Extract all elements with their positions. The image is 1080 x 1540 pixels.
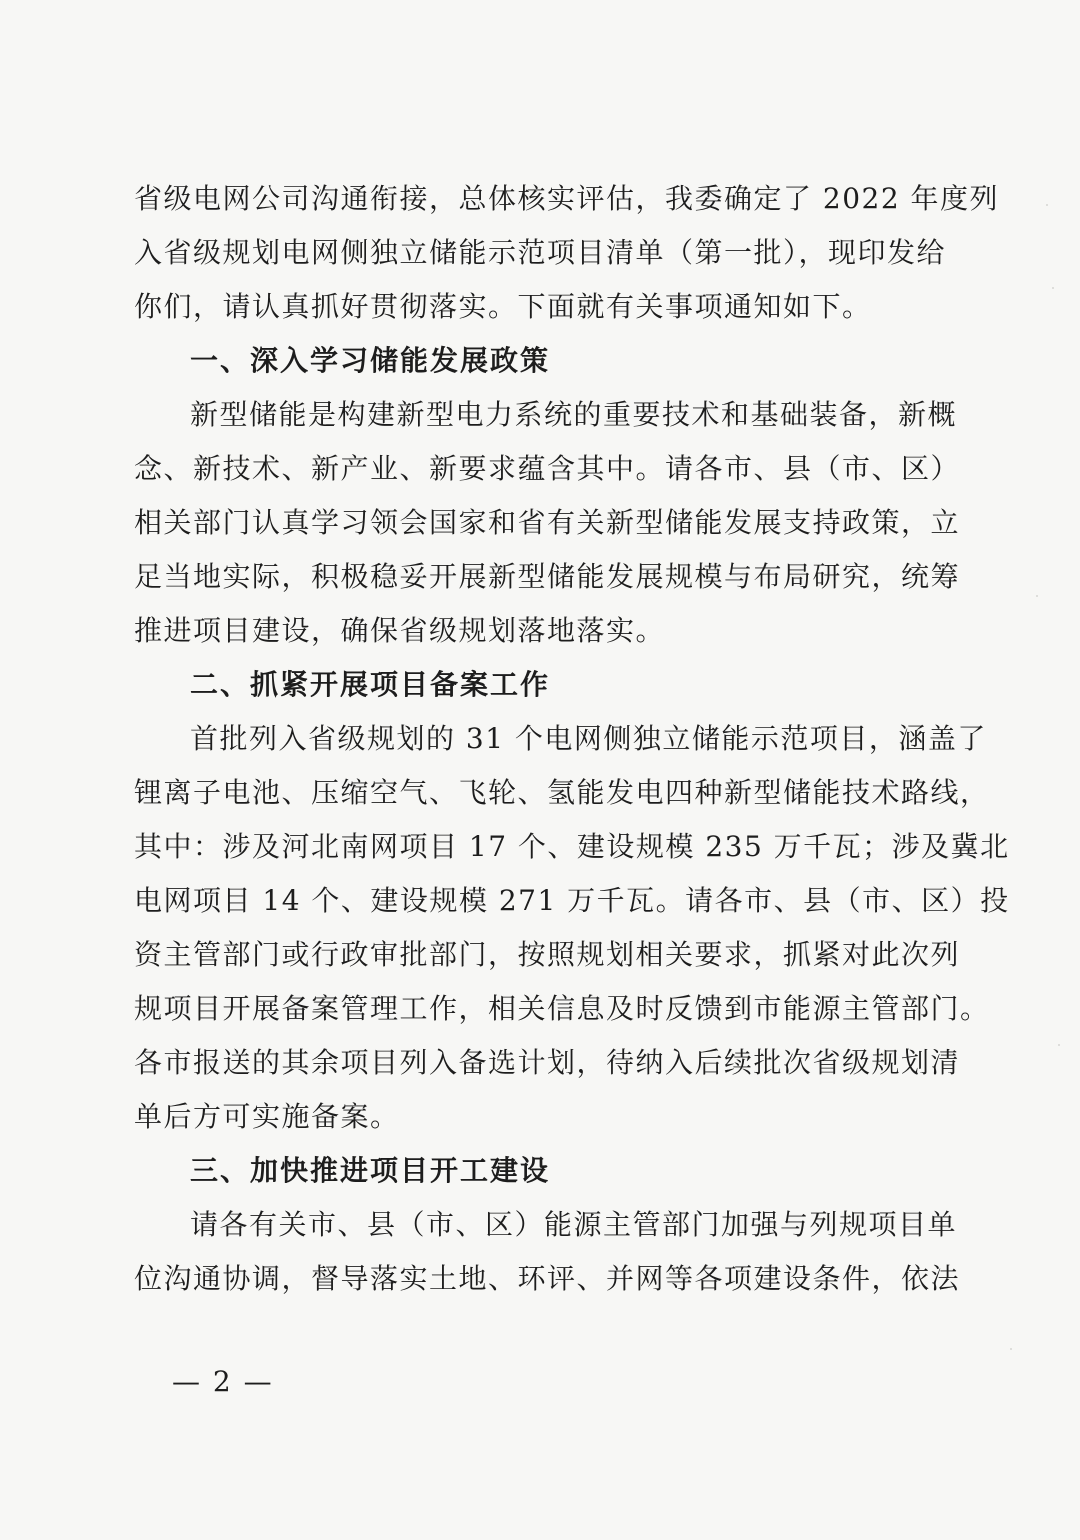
body-line-21: 位沟通协调，督导落实土地、环评、并网等各项建设条件，依法 — [134, 1262, 961, 1295]
scan-speckle — [1058, 1044, 1060, 1046]
body-line-7: 相关部门认真学习领会国家和省有关新型储能发展支持政策，立 — [134, 506, 961, 539]
body-line-8: 足当地实际，积极稳妥开展新型储能发展规模与布局研究，统筹 — [134, 560, 961, 593]
section-heading-2: 二、抓紧开展项目备案工作 — [190, 668, 551, 701]
scan-speckle — [1052, 287, 1054, 289]
body-line-20: 请各有关市、县（市、区）能源主管部门加强与列规项目单 — [190, 1208, 958, 1241]
body-line-2: 入省级规划电网侧独立储能示范项目清单（第一批），现印发给 — [134, 236, 947, 269]
body-line-5: 新型储能是构建新型电力系统的重要技术和基础装备，新概 — [190, 398, 958, 431]
section-heading-1: 一、深入学习储能发展政策 — [190, 344, 551, 377]
body-line-9: 推进项目建设，确保省级规划落地落实。 — [134, 614, 666, 647]
section-heading-3: 三、加快推进项目开工建设 — [190, 1154, 551, 1187]
scan-speckle — [1010, 1348, 1012, 1350]
body-line-3: 你们，请认真抓好贯彻落实。下面就有关事项通知如下。 — [134, 290, 872, 323]
scan-speckle — [1036, 595, 1038, 597]
body-line-15: 资主管部门或行政审批部门，按照规划相关要求，抓紧对此次列 — [134, 938, 961, 971]
body-line-12: 锂离子电池、压缩空气、飞轮、氢能发电四种新型储能技术路线， — [134, 776, 990, 809]
page-number: — 2 — — [172, 1365, 274, 1398]
document-body — [134, 172, 1010, 1306]
body-line-1: 省级电网公司沟通衔接，总体核实评估，我委确定了 2022 年度列 — [134, 182, 1000, 215]
body-line-17: 各市报送的其余项目列入备选计划，待纳入后续批次省级规划清 — [134, 1046, 961, 1079]
body-line-6: 念、新技术、新产业、新要求蕴含其中。请各市、县（市、区） — [134, 452, 961, 485]
body-line-13: 其中：涉及河北南网项目 17 个、建设规模 235 万千瓦；涉及冀北 — [134, 830, 1010, 863]
body-line-18: 单后方可实施备案。 — [134, 1100, 400, 1133]
body-line-11: 首批列入省级规划的 31 个电网侧独立储能示范项目，涵盖了 — [190, 722, 987, 755]
scan-speckle — [1046, 204, 1048, 206]
body-line-14: 电网项目 14 个、建设规模 271 万千瓦。请各市、县（市、区）投 — [134, 884, 1010, 917]
body-line-16: 规项目开展备案管理工作，相关信息及时反馈到市能源主管部门。 — [134, 992, 990, 1025]
